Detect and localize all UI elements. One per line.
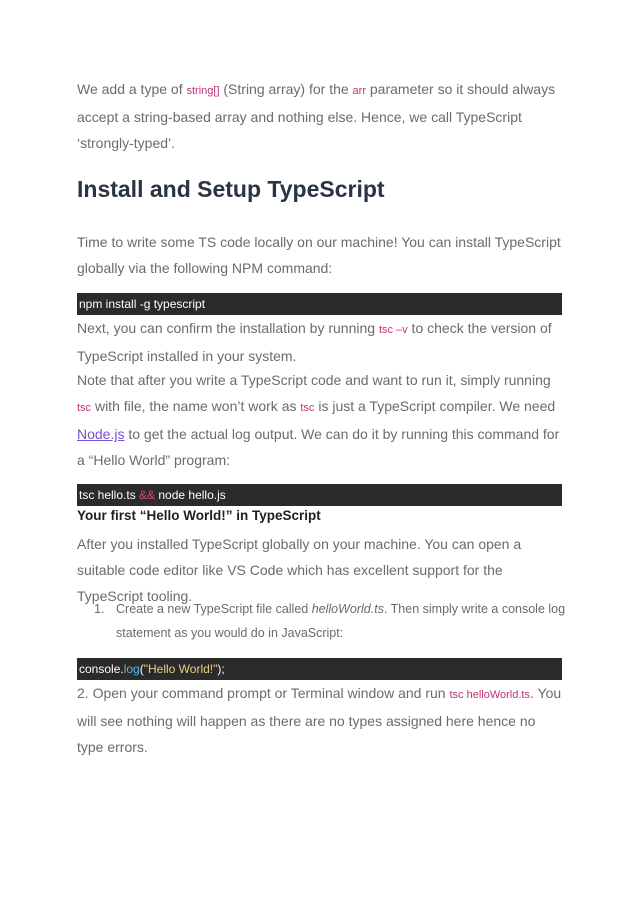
inline-code-string-array: string[] xyxy=(186,85,220,97)
text: . You will see nothing will happen as there are no types assigned here hence no type errors. xyxy=(77,685,562,755)
subheading-hello-world: Your first “Hello World!” in TypeScript xyxy=(77,508,321,523)
text: 2. Open your command prompt or Terminal window and run xyxy=(77,685,450,701)
paragraph-run-note xyxy=(77,367,567,473)
paragraph-confirm-install xyxy=(77,315,567,369)
nodejs-link[interactable]: Node.js xyxy=(77,426,125,442)
code-text: tsc hello.ts xyxy=(79,488,140,502)
text: with file, the name won’t work as xyxy=(91,398,301,414)
code-method: log xyxy=(123,662,140,676)
text: We add a type of xyxy=(77,81,187,97)
code-block-tsc-node xyxy=(77,484,562,506)
paragraph-install-intro: Time to write some TS code locally on our machine! You can install TypeScript globally via the following NPM command: xyxy=(77,234,561,276)
text: . Then simply write a console log statement as you would do in JavaScript: xyxy=(116,602,566,640)
code-block-npm-install: npm install -g typescript xyxy=(77,293,562,315)
text: to get the actual log output. We can do it by running this command for a “Hello World” program: xyxy=(77,426,560,468)
text: (String array) for the xyxy=(219,81,353,97)
code-block-console-log xyxy=(77,658,562,680)
text: Note that after you write a TypeScript code and want to run it, simply running xyxy=(77,372,551,388)
paragraph-string-array xyxy=(77,76,567,156)
inline-code-tsc: tsc xyxy=(77,402,92,414)
code-paren: ); xyxy=(217,662,225,676)
section-heading: Install and Setup TypeScript xyxy=(77,176,385,202)
paragraph-after-install: After you installed TypeScript globally on your machine. You can open a suitable code editor like VS Code which has excellent support for the TypeScript tooling. xyxy=(77,536,522,604)
text: is just a TypeScript compiler. We need xyxy=(314,398,556,414)
code-string: "Hello World!" xyxy=(143,662,218,676)
paragraph-step-two xyxy=(77,680,562,760)
code-paren: ( xyxy=(139,662,144,676)
inline-code-arr: arr xyxy=(352,85,366,97)
list-item-text xyxy=(116,597,566,645)
text: parameter so it should always accept a string-based array and nothing else. Hence, we call TypeScript ‘strongly-typed’. xyxy=(77,81,556,151)
code-text: node hello.js xyxy=(155,488,226,502)
text: Next, you can confirm the installation by running xyxy=(77,320,379,336)
list-item-number: 1. xyxy=(94,602,105,616)
code-operator: && xyxy=(139,488,156,502)
code-object: console. xyxy=(79,662,124,676)
text: to check the version of TypeScript installed in your system. xyxy=(77,320,552,364)
inline-code-tsc: tsc xyxy=(300,402,315,414)
inline-code-tsc-helloworld: tsc helloWorld.ts xyxy=(449,689,530,701)
inline-code-tsc-v: tsc –v xyxy=(378,324,408,336)
filename: helloWorld.ts xyxy=(311,602,384,616)
text: Create a new TypeScript file called xyxy=(116,602,312,616)
